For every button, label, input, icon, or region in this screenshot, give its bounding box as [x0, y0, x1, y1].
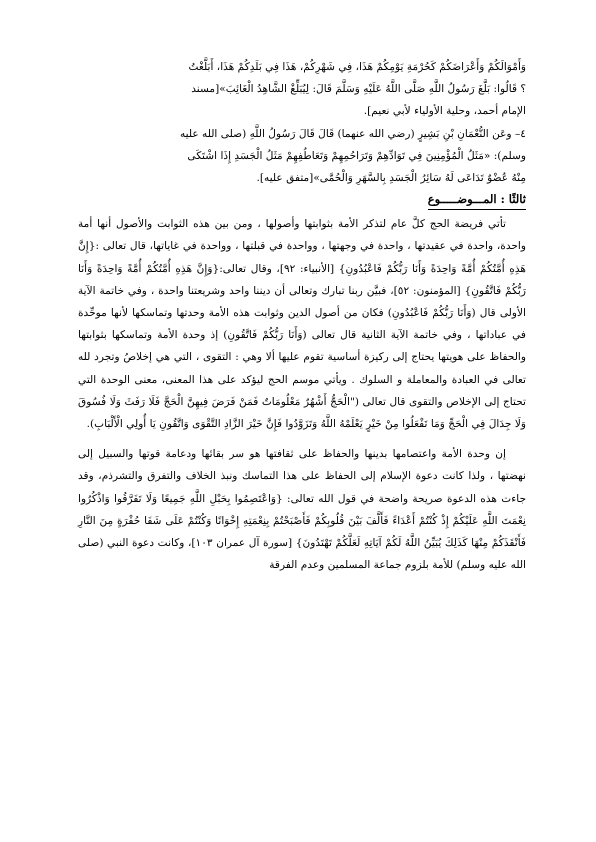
body-paragraph-1: تأتي فريضة الحج كلَّ عام لتذكر الأمة بثوابتها وأصولها ، ومن بين هذه الثوابت والأصول أنها أمة واحدة، واحدة في عقيدتها ، واحدة في وجهتها ، وواحدة في قبلتها ، وواحدة في غاياتها، قال تعالى :{إِنَّ هَذِهِ أُمَّتُكُمْ أُمَّةً وَاحِدَةً وَأَنَا رَبُّكُمْ فَاعْبُدُونِ} [الأنبياء: ٩٢]، وقال تعالى:{وَإِنَّ هَذِهِ أُمَّتُكُمْ أُمَّةً وَاحِدَةً وَأَنَا رَبُّكُمْ فَاتَّقُونِ} [المؤمنون: ٥٢]، فبيَّن ربنا تبارك وتعالى أن ديننا واحد وشريعتنا واحدة ، وفي خاتمة الآية الأولى قال (وَأَنَا رَبُّكُمْ فَاعْبُدُونِ) فكان من أصول الدين وثوابت هذه الأمة وحدتها وتماسكها لأنها موحِّدة في عباداتها ، وفي خاتمة الآية الثانية قال تعالى (وَأَنَا رَبُّكُمْ فَاتَّقُونِ) إذ وحدة الأمة وتماسكها بثوابتها والحفاظ على هويتها يحتاج إلى ركيزة أساسية تقوم عليها ألا وهي : التقوى ، التي هي إخلاصُ وتجرد لله تعالى في العبادة والمعاملة و السلوك . ويأتي موسم الحج ليؤكد على هذا المعنى، معنى الوحدة التي تحتاج إلى الإخلاص والتقوى قال تعالى ("الْحَجُّ أَشْهُرٌ مَعْلُومَاتٌ فَمَنْ فَرَضَ فِيهِنَّ الْحَجَّ فَلَا رَفَثَ وَلَا فُسُوقَ وَلَا جِدَالَ فِي الْحَجِّ وَمَا تَفْعَلُوا مِنْ خَيْرٍ يَعْلَمْهُ اللَّهُ وَتَزَوَّدُوا فَإِنَّ خَيْرَ الزَّادِ التَّقْوَى وَاتَّقُونِ يَا أُولِي الْأَلْبَابِ). [78, 218, 526, 431]
hadith-text-line-2: ؟ قَالُوا: بَلَّغَ رَسُولُ اللَّهِ صَلَّى اللَّهُ عَلَيْهِ وَسَلَّمَ قَالَ: لِيُبَلِّغْ الشَّاهِدُ الْغَائِبَ»[مسند [191, 83, 526, 96]
hadith-4-line-3: مِنْهُ عُضْوٌ تَدَاعَى لَهُ سَائِرُ الْجَسَدِ بِالسَّهَرِ وَالْحُمَّى»[متفق عليه]. [256, 172, 526, 185]
section-heading: ثالثًا : المـــوضـــــوع [428, 189, 526, 210]
hadith-source-line: الإمام أحمد، وحلية الأولياء لأبي نعيم]. [363, 105, 526, 118]
document-page [78, 56, 526, 576]
body-paragraph-2: إن وحدة الأمة واعتصامها بدينها والحفاظ على ثقافتها هو سر بقائها ودعامة قوتها والسبيل إلى نهضتها ، ولذا كانت دعوة الإسلام إلى الحفاظ على هذا التماسك ونبذ الخلاف والتفرق والتشرذم، وقد جاءت هذه الدعوة صريحة واضحة في قول الله تعالى: {وَاعْتَصِمُوا بِحَبْلِ اللَّهِ جَمِيعًا وَلَا تَفَرَّقُوا وَاذْكُرُوا نِعْمَتَ اللَّهِ عَلَيْكُمْ إِذْ كُنْتُمْ أَعْدَاءً فَأَلَّفَ بَيْنَ قُلُوبِكُمْ فَأَصْبَحْتُمْ بِنِعْمَتِهِ إِخْوَانًا وَكُنْتُمْ عَلَى شَفَا حُفْرَةٍ مِنَ النَّارِ فَأَنْقَذَكُمْ مِنْهَا كَذَلِكَ يُبَيِّنُ اللَّهُ لَكُمْ آيَاتِهِ لَعَلَّكُمْ تَهْتَدُونَ} [سورة آل عمران ١٠٣]، وكانت دعوة النبي (صلى الله عليه وسلم) للأمة بلزوم جماعة المسلمين وعدم الفرقة [78, 448, 526, 572]
hadith-4-line-2: وسلم): «مَثَلُ الْمُؤْمِنِينَ فِي تَوَادِّهِمْ وَتَرَاحُمِهِمْ وَتَعَاطُفِهِمْ مَثَلُ الْجَسَدِ إِذَا اشْتَكَى [187, 149, 526, 162]
hadith-text-line-1: وَأَمْوَالَكُمْ وَأَعْرَاضَكُمْ كَحُرْمَةِ يَوْمِكُمْ هَذَا، فِي شَهْرِكُمْ، هَذَا فِي بَلَدِكُمْ هَذَا، أَبَلَّغْتُ [188, 61, 526, 73]
hadith-4-line-1: ٤– وعَن النُّعْمَانِ بْنِ بَشِيرٍ (رضي الله عنهما) قَالَ قَالَ رَسُولُ اللَّهِ (صلى الله عليه [179, 127, 526, 140]
